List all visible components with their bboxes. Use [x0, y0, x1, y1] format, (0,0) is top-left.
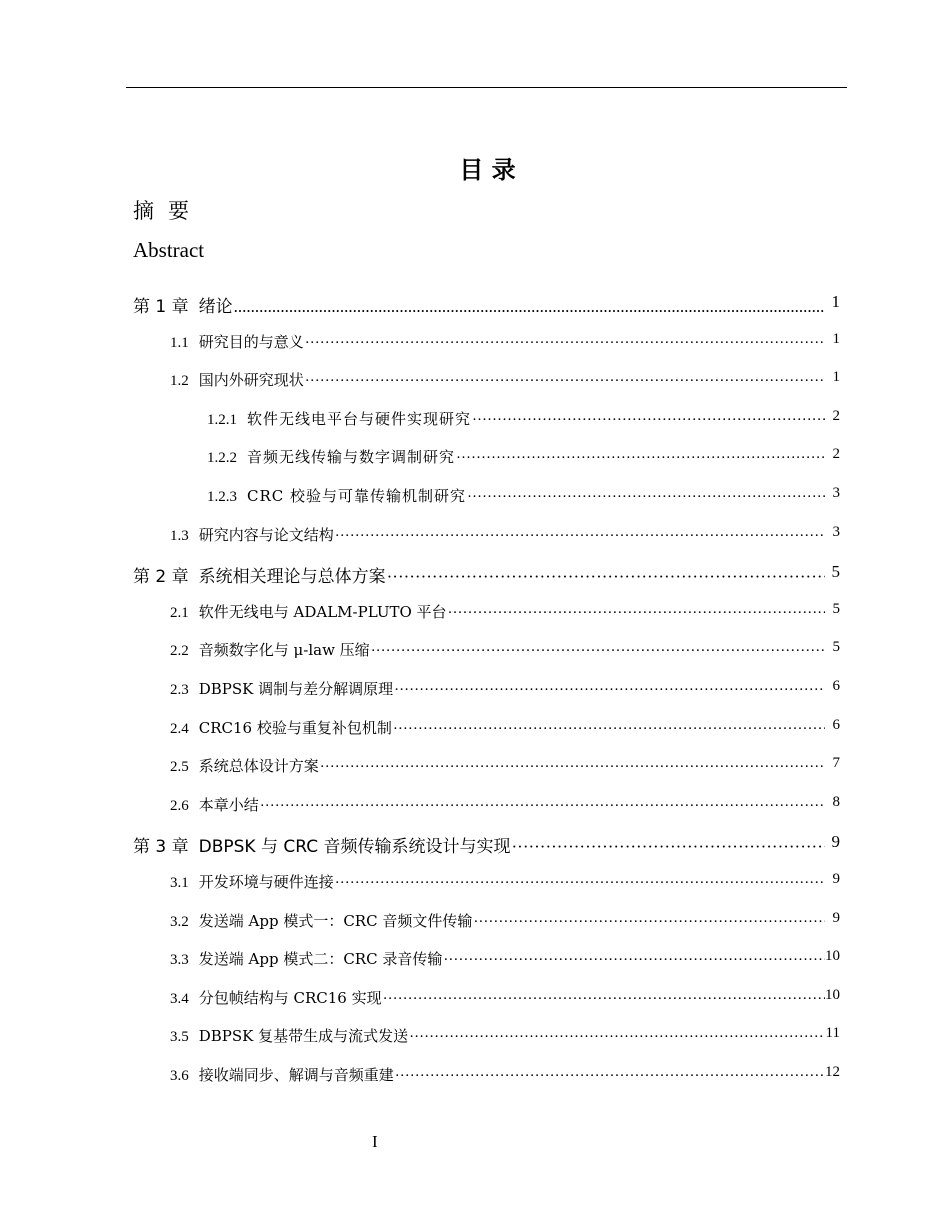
toc-entry[interactable] [0, 639, 840, 661]
toc-entry-number: 第 1 章 [133, 297, 189, 317]
toc-entry[interactable] [0, 793, 840, 816]
toc-entry-number: 2.3 [170, 682, 189, 698]
toc-entry-page: 3 [832, 523, 840, 540]
toc-entry-label: 研究目的与意义 [198, 332, 304, 351]
toc-entry-label: 研究内容与论文结构 [198, 525, 334, 544]
toc-entry[interactable] [0, 1025, 840, 1047]
toc-entry[interactable] [0, 600, 840, 623]
toc-entry-label: 开发环境与硬件连接 [198, 873, 334, 891]
toc-entry[interactable] [0, 716, 840, 739]
toc-entry-page: 10 [825, 986, 840, 1003]
toc-entry-page: 9 [831, 832, 840, 852]
toc-entry-page: 2 [832, 446, 840, 463]
toc-entry-page: 2 [832, 407, 840, 424]
toc-leader-dots [394, 682, 825, 699]
toc-leader-dots [234, 297, 825, 317]
toc-entry-label: DBPSK 与 CRC 音频传输系统设计与实现 [198, 837, 511, 858]
toc-entry-number: 1.3 [170, 527, 189, 544]
toc-abstract-zh[interactable]: 摘要 [133, 199, 203, 223]
toc-entry[interactable] [0, 755, 840, 777]
toc-entry-label: 音频无线传输与数字调制研究 [247, 448, 456, 467]
toc-entry-page: 8 [832, 793, 840, 810]
toc-leader-dots [305, 335, 825, 352]
toc-entry-page: 9 [832, 909, 840, 926]
toc-leader-dots [512, 837, 826, 857]
toc-entry[interactable] [0, 292, 840, 317]
toc-entry-page: 10 [825, 948, 840, 965]
toc-entry-number: 3.5 [170, 1029, 189, 1046]
toc-entry-page: 6 [832, 678, 840, 694]
toc-entry-label: 系统相关理论与总体方案 [198, 567, 386, 588]
toc-entry-number: 2.1 [170, 604, 189, 621]
toc-entry-number: 3.6 [170, 1068, 189, 1084]
toc-leader-dots [472, 412, 825, 429]
toc-leader-dots [383, 991, 825, 1008]
toc-leader-dots [387, 567, 825, 587]
toc-entry-label: 音频数字化与 μ-law 压缩 [198, 641, 370, 660]
toc-entry-label: 分包帧结构与 CRC16 实现 [198, 988, 382, 1007]
toc-entry-label: CRC16 校验与重复补包机制 [198, 718, 392, 737]
toc-entry-label: 发送端 App 模式二：CRC 录音传输 [198, 950, 443, 969]
toc-entry-label: 软件无线电平台与硬件实现研究 [247, 409, 472, 428]
toc-entry-label: 系统总体设计方案 [198, 757, 319, 776]
toc-entry-label: DBPSK 调制与差分解调原理 [198, 680, 394, 698]
toc-entry-label: 国内外研究现状 [198, 371, 304, 390]
toc-entry[interactable] [0, 562, 840, 588]
toc-entry-page: 5 [832, 639, 840, 656]
toc-entry[interactable] [0, 485, 840, 507]
toc-leader-dots [335, 875, 825, 892]
toc-leader-dots [371, 643, 825, 660]
toc-entry-number: 第 2 章 [133, 567, 189, 588]
toc-entry-page: 12 [825, 1064, 840, 1080]
toc-entry-number: 3.4 [170, 990, 189, 1007]
toc-leader-dots [443, 952, 825, 969]
toc-leader-dots [409, 1029, 825, 1046]
toc-entry-page: 3 [832, 485, 840, 501]
toc-entry-number: 第 3 章 [133, 837, 189, 858]
toc-leader-dots [448, 605, 825, 622]
toc-leader-dots [473, 914, 825, 931]
toc-leader-dots [456, 450, 825, 467]
header-rule [126, 87, 847, 88]
toc-entry-number: 2.4 [170, 720, 189, 737]
toc-entry-label: 软件无线电与 ADALM-PLUTO 平台 [198, 602, 447, 621]
toc-leader-dots [260, 798, 825, 815]
toc-entry-number: 2.5 [170, 759, 189, 776]
toc-entry-label: DBPSK 复基带生成与流式发送 [198, 1027, 409, 1046]
toc-entry-number: 1.2 [170, 373, 189, 390]
toc-entry-page: 11 [825, 1025, 840, 1042]
toc-entry-page: 9 [832, 871, 840, 887]
toc-leader-dots [320, 759, 825, 776]
toc-entry-label: 发送端 App 模式一：CRC 音频文件传输 [198, 911, 473, 930]
toc-leader-dots [305, 373, 825, 390]
toc-entry[interactable] [0, 330, 840, 353]
toc-entry-number: 2.6 [170, 797, 189, 814]
toc-entry-number: 3.1 [170, 875, 189, 891]
toc-entry[interactable] [0, 523, 840, 546]
toc-entry-page: 7 [832, 755, 840, 772]
toc-entry-page: 1 [832, 330, 840, 347]
toc-entry[interactable] [0, 369, 840, 391]
toc-entry-label: 本章小结 [198, 795, 259, 814]
toc-entry-number: 3.2 [170, 913, 189, 930]
toc-entry-number: 1.2.2 [207, 450, 237, 467]
toc-entry-page: 1 [832, 369, 840, 386]
toc-leader-dots [395, 1068, 825, 1085]
toc-entry-label: 接收端同步、解调与音频重建 [198, 1066, 394, 1084]
toc-entry[interactable] [0, 948, 840, 970]
toc-entry-number: 2.2 [170, 643, 189, 660]
toc-leader-dots [335, 528, 825, 545]
toc-entry[interactable] [0, 871, 840, 893]
toc-entry-number: 1.2.3 [207, 489, 237, 505]
toc-entry-label: 绪论 [198, 297, 233, 317]
toc-entry-label: CRC 校验与可靠传输机制研究 [247, 487, 467, 505]
toc-title: 目 录 [459, 156, 516, 184]
toc-entry[interactable] [0, 1064, 840, 1086]
toc-leader-dots [467, 489, 825, 506]
toc-entry-page: 5 [832, 600, 840, 617]
toc-entry[interactable] [0, 407, 840, 430]
page-number: I [372, 1132, 378, 1151]
toc-entry-page: 1 [831, 292, 840, 311]
toc-entry[interactable] [0, 678, 840, 700]
toc-entry[interactable] [0, 909, 840, 932]
toc-entry[interactable] [0, 832, 840, 858]
toc-abstract-en[interactable]: Abstract [133, 238, 205, 262]
toc-entry-page: 5 [831, 562, 840, 582]
toc-entry-number: 1.1 [170, 334, 189, 351]
toc-entry-number: 3.3 [170, 952, 189, 969]
toc-entry-number: 1.2.1 [207, 411, 237, 428]
toc-leader-dots [393, 721, 825, 738]
toc-entry-page: 6 [832, 716, 840, 733]
toc-entry[interactable] [0, 446, 840, 468]
toc-entry[interactable] [0, 986, 840, 1009]
